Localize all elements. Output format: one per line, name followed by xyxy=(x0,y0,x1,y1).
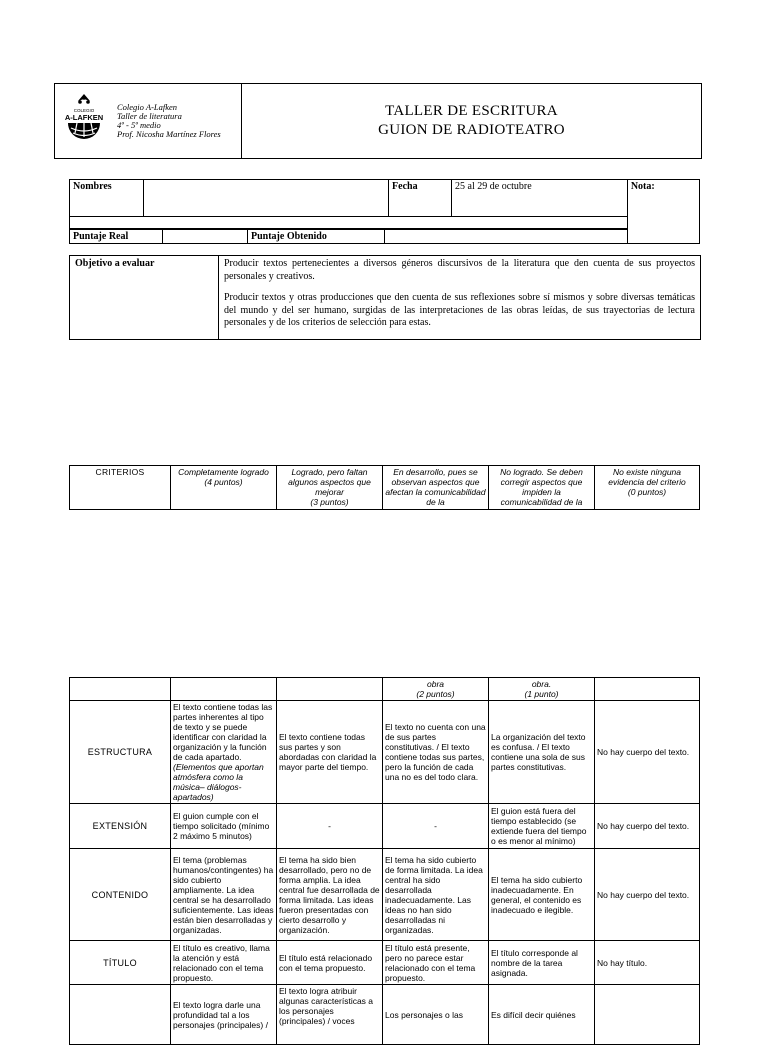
rubric-row-characters xyxy=(70,985,700,1045)
logo-name-text: A-LAFKEN xyxy=(64,112,104,122)
rubric-cell: El texto no cuenta con una de sus partes constitutivas. / El texto contiene todas sus partes, pero la función de cada una no es del todo clara. xyxy=(383,701,489,804)
spacer-row xyxy=(70,217,628,229)
rubric-row-extension xyxy=(70,804,700,849)
rubric-cell: El título está relacionado con el tema propuesto. xyxy=(277,941,383,985)
rubric-cell: El título corresponde al nombre de la tarea asignada. xyxy=(489,941,595,985)
rubric-cell: El texto logra atribuir algunas características a los personajes (principales) / voces xyxy=(277,985,383,1045)
level-2-header: En desarrollo, pues se observan aspectos que afectan la comunicabilidad de la xyxy=(383,466,489,510)
rubric-continuation-row xyxy=(70,678,700,701)
level-4-header: Completamente logrado (4 puntos) xyxy=(171,466,277,510)
logo-top-text: COLEGIO xyxy=(73,107,95,113)
school-logo xyxy=(59,92,109,151)
obtained-score-field[interactable] xyxy=(385,230,627,244)
rubric-cell: El tema ha sido cubierto inadecuadamente. En general, el contenido es inadecuado e ilegible. xyxy=(489,849,595,941)
criterion-label: EXTENSIÓN xyxy=(70,804,171,849)
rubric-cell-text: El texto contiene todas las partes inherentes al tipo de texto y se puede identificar con claridad la organización y la función de cada apartado. xyxy=(173,702,273,762)
rubric-row-estructura xyxy=(70,701,700,804)
rubric-table xyxy=(69,677,700,1045)
level-1-header: No logrado. Se deben corregir aspectos que impiden la comunicabilidad de la xyxy=(489,466,595,510)
objective-label: Objetivo a evaluar xyxy=(70,256,219,340)
school-name: Colegio A-Lafken xyxy=(117,102,178,112)
workshop-name: Taller de literatura xyxy=(117,111,182,121)
rubric-cell xyxy=(595,985,700,1045)
rubric-cell: El texto contiene todas sus partes y son abordadas con claridad la mayor parte del tiempo. xyxy=(277,701,383,804)
school-crest-icon xyxy=(61,92,107,146)
names-label: Nombres xyxy=(70,180,144,217)
level-text: 4º - 5º medio xyxy=(117,120,161,130)
rubric-row-title xyxy=(70,941,700,985)
criterion-label: ESTRUCTURA xyxy=(70,701,171,804)
criterion-label xyxy=(70,985,171,1045)
rubric-cell: No hay título. xyxy=(595,941,700,985)
rubric-cell: - xyxy=(383,804,489,849)
objective-paragraph-2: Producir textos y otras producciones que den cuenta de sus reflexiones sobre sí mismos y sobre diversas temáticas del mundo y del ser humano, surgidas de las interpretaciones de las obras leídas, de sus trayectorias de lectura personales y de los criterios de selección para estas. xyxy=(224,292,695,328)
rubric-cell: El título es creativo, llama la atención y está relacionado con el tema propuesto. xyxy=(171,941,277,985)
page-title: TALLER DE ESCRITURA xyxy=(385,103,558,119)
objective-paragraph-1: Producir textos pertenecientes a diversos géneros discursivos de la literatura que den cuenta de sus proyectos personales y creativos. xyxy=(224,258,695,282)
rubric-cell: El título está presente, pero no parece estar relacionado con el tema propuesto. xyxy=(383,941,489,985)
objective-table xyxy=(69,255,701,340)
level-1-header-cont: obra. (1 punto) xyxy=(489,678,595,701)
rubric-cell: No hay cuerpo del texto. xyxy=(595,804,700,849)
rubric-cell: El tema ha sido cubierto de forma limitada. La idea central ha sido desarrollada inadecuadamente. Las ideas no han sido desarrolladas ni organizadas. xyxy=(383,849,489,941)
criterion-label: TÍTULO xyxy=(70,941,171,985)
rubric-cell xyxy=(171,701,277,804)
objective-content xyxy=(219,256,701,340)
rubric-cell: El tema ha sido bien desarrollado, pero no de forma amplia. La idea central fue desarrollada de forma limitada. Las ideas fueron presentadas con cierto desarrollo y organización. xyxy=(277,849,383,941)
names-field[interactable] xyxy=(144,180,389,217)
rubric-cell: El tema (problemas humanos/contingentes) ha sido cubierto ampliamente. La idea central se ha desarrollado suficientemente. Las ideas están bien desarrolladas y organizadas. xyxy=(171,849,277,941)
date-label: Fecha xyxy=(389,180,452,217)
rubric-cell: El guion cumple con el tiempo solicitado (mínimo 2 máximo 5 minutos) xyxy=(171,804,277,849)
rubric-cell-note: (Elementos que aportan atmósfera como la música– diálogos- apartados) xyxy=(173,762,264,802)
rubric-cell: La organización del texto es confusa. / El texto contiene una sola de sus partes constitutivas. xyxy=(489,701,595,804)
criterion-label: CONTENIDO xyxy=(70,849,171,941)
obtained-score-label: Puntaje Obtenido xyxy=(248,230,385,244)
school-block xyxy=(55,84,242,159)
level-3-header: Logrado, pero faltan algunos aspectos que mejorar (3 puntos) xyxy=(277,466,383,510)
rubric-cell: El guion está fuera del tiempo establecido (se extiende fuera del tiempo o es menor al mínimo) xyxy=(489,804,595,849)
rubric-cell: No hay cuerpo del texto. xyxy=(595,849,700,941)
real-score-label: Puntaje Real xyxy=(70,230,163,244)
header-table xyxy=(54,83,702,159)
criteria-header-label: CRITERIOS xyxy=(70,466,171,510)
real-score-field[interactable] xyxy=(163,230,248,244)
student-form-table xyxy=(69,179,700,244)
title-block xyxy=(242,84,702,159)
level-2-header-cont: obra (2 puntos) xyxy=(383,678,489,701)
grade-label[interactable]: Nota: xyxy=(627,180,699,244)
rubric-cell: Es difícil decir quiénes xyxy=(489,985,595,1045)
teacher-name: Prof. Nicosha Martínez Flores xyxy=(117,129,221,139)
level-0-header: No existe ninguna evidencia del criterio (0 puntos) xyxy=(595,466,700,510)
rubric-cell: El texto logra darle una profundidad tal a los personajes (principales) / xyxy=(171,985,277,1045)
criteria-header-table xyxy=(69,465,700,510)
rubric-cell: Los personajes o las xyxy=(383,985,489,1045)
rubric-cell: No hay cuerpo del texto. xyxy=(595,701,700,804)
rubric-row-content xyxy=(70,849,700,941)
score-row xyxy=(70,229,627,243)
rubric-cell: - xyxy=(277,804,383,849)
date-value: 25 al 29 de octubre xyxy=(452,180,628,217)
page-subtitle: GUION DE RADIOTEATRO xyxy=(378,122,565,138)
